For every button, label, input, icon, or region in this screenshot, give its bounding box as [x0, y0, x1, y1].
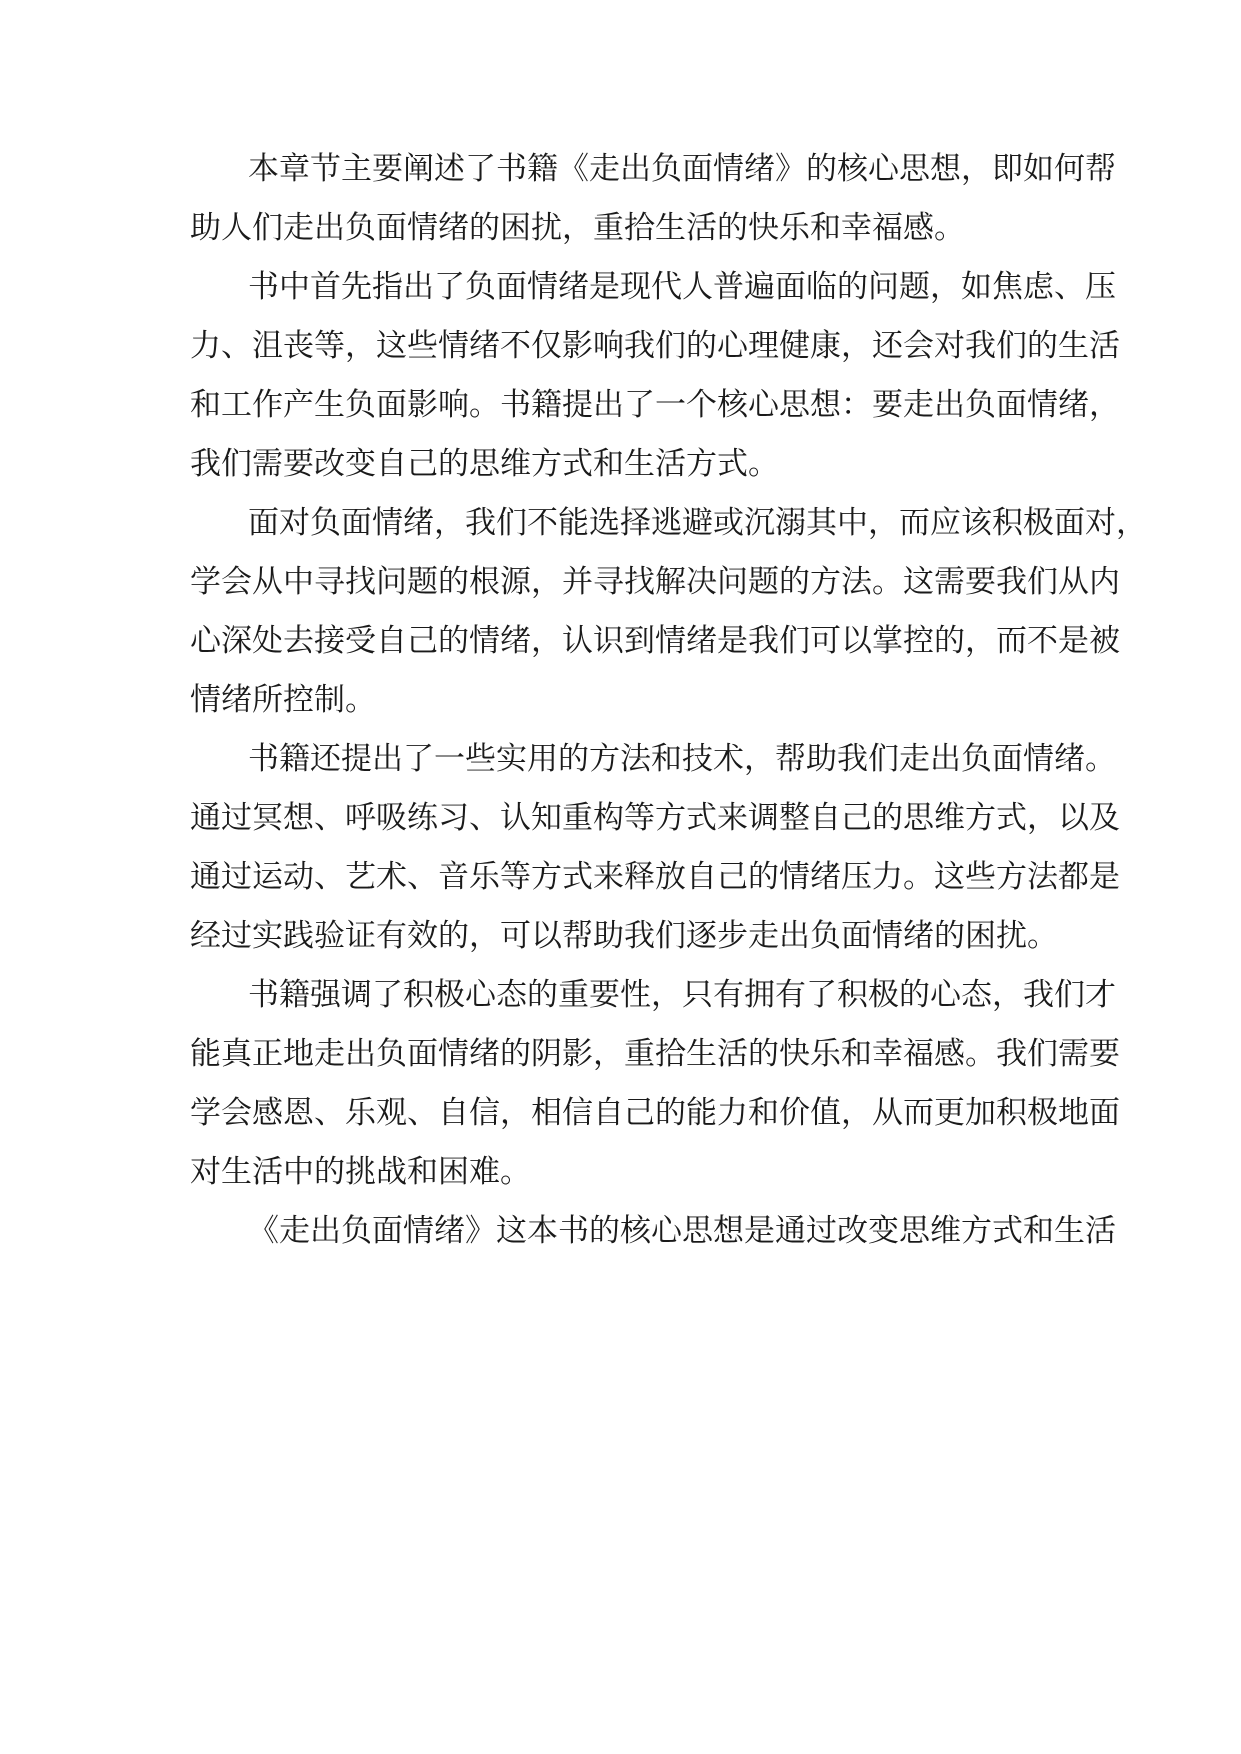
text-line: 面对负面情绪，我们不能选择逃避或沉溺其中，而应该积极面对， [248, 505, 1147, 541]
paragraph [190, 258, 1120, 494]
text-line: 《走出负面情绪》这本书的核心思想是通过改变思维方式和生活 [248, 1213, 1116, 1249]
text-line: 经过实践验证有效的，可以帮助我们逐步走出负面情绪的困扰。 [190, 918, 1058, 954]
text-line: 我们需要改变自己的思维方式和生活方式。 [190, 446, 779, 482]
paragraph [190, 140, 1116, 258]
text-line: 和工作产生负面影响。书籍提出了一个核心思想：要走出负面情绪， [190, 387, 1120, 423]
text-line: 本章节主要阐述了书籍《走出负面情绪》的核心思想，即如何帮 [248, 151, 1116, 187]
text-line: 通过冥想、呼吸练习、认知重构等方式来调整自己的思维方式，以及 [190, 800, 1120, 836]
text-line: 书籍还提出了一些实用的方法和技术，帮助我们走出负面情绪。 [248, 741, 1116, 777]
text-line: 通过运动、艺术、音乐等方式来释放自己的情绪压力。这些方法都是 [190, 859, 1120, 895]
text-line: 情绪所控制。 [190, 682, 376, 718]
text-line: 对生活中的挑战和困难。 [190, 1154, 531, 1190]
paragraph [190, 730, 1120, 966]
text-line: 书籍强调了积极心态的重要性，只有拥有了积极的心态，我们才 [248, 977, 1116, 1013]
text-line: 心深处去接受自己的情绪，认识到情绪是我们可以掌控的，而不是被 [190, 623, 1120, 659]
text-line: 学会感恩、乐观、自信，相信自己的能力和价值，从而更加积极地面 [190, 1095, 1120, 1131]
text-line: 力、沮丧等，这些情绪不仅影响我们的心理健康，还会对我们的生活 [190, 328, 1120, 364]
document-body [190, 140, 1147, 1261]
text-line: 能真正地走出负面情绪的阴影，重拾生活的快乐和幸福感。我们需要 [190, 1036, 1120, 1072]
text-line: 助人们走出负面情绪的困扰，重拾生活的快乐和幸福感。 [190, 210, 965, 246]
paragraph [190, 494, 1147, 730]
paragraph [190, 966, 1120, 1202]
paragraph [190, 1202, 1116, 1261]
text-line: 学会从中寻找问题的根源，并寻找解决问题的方法。这需要我们从内 [190, 564, 1120, 600]
text-line: 书中首先指出了负面情绪是现代人普遍面临的问题，如焦虑、压 [248, 269, 1116, 305]
